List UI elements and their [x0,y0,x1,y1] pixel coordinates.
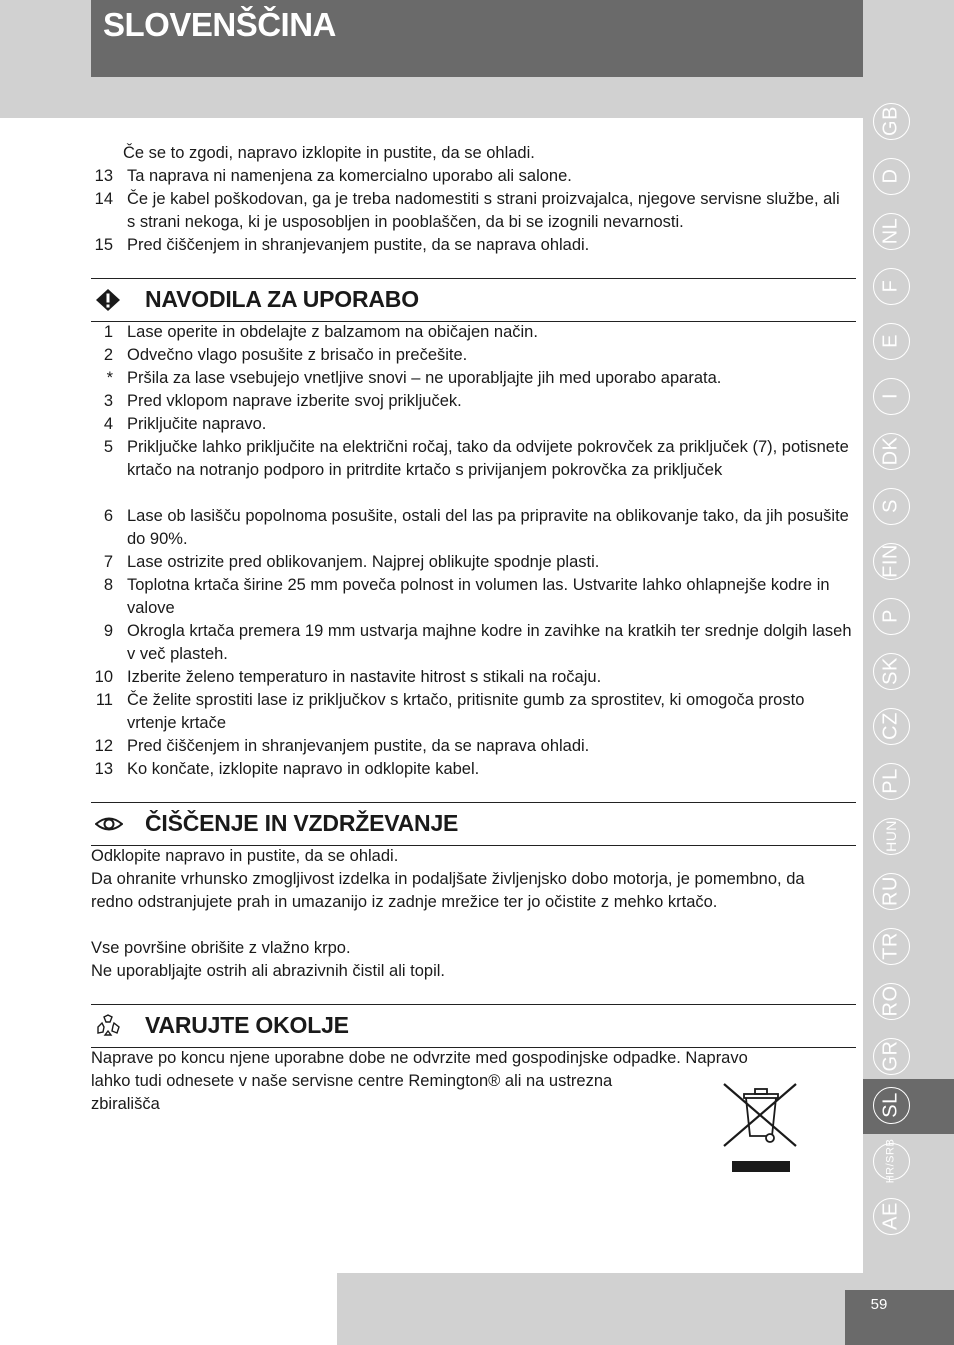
tab-lang-fin[interactable]: FIN [863,536,954,591]
page-number-box [845,1290,954,1345]
paragraph: Da ohranite vrhunsko zmogljivost izdelka in podaljšate življenjsko dobo motorja, je pomembno, da redno odstranjujete prah in umazanijo iz zadnje mrežice ter jo očistite z mehko krtačo. [91,870,805,911]
tab-lang-i[interactable]: I [863,371,954,426]
section-title: ČIŠČENJE IN VZDRŽEVANJE [145,810,459,836]
paragraph: Ne uporabljajte ostrih ali abrazivnih čistil ali topil. [91,962,446,980]
warning-icon [95,288,121,312]
paragraph: Odklopite napravo in pustite, da se ohladi. [91,847,399,865]
footer-strip [0,1273,337,1345]
tab-lang-p[interactable]: P [863,591,954,646]
tab-lang-hr-srb[interactable]: HR/SRB [863,1136,954,1191]
tab-lang-tr[interactable]: TR [863,921,954,976]
tab-lang-cz[interactable]: CZ [863,701,954,756]
tab-lang-gb[interactable]: GB [863,96,954,151]
page-title: SLOVENŠČINA [103,6,336,43]
section-header-environment [91,1004,856,1048]
tab-lang-sl[interactable]: SL [863,1079,954,1134]
paragraph-line: zbirališča [91,1095,160,1113]
eye-icon [95,812,123,836]
tab-lang-s[interactable]: S [863,481,954,536]
tab-lang-ro[interactable]: RO [863,976,954,1031]
recycle-icon [95,1014,121,1038]
paragraph-line: Naprave po koncu njene uporabne dobe ne odvrzite med gospodinjske odpadke. Napravo [91,1049,748,1067]
tab-lang-hun[interactable]: HUN [863,811,954,866]
tab-lang-gr[interactable]: GR [863,1031,954,1086]
tab-lang-ae[interactable]: AE [863,1191,954,1246]
page-number: 59 [870,1296,888,1313]
tab-lang-sk[interactable]: SK [863,646,954,701]
section-header-cleaning [91,802,856,846]
section-title: NAVODILA ZA UPORABO [145,286,419,312]
section-header-usage [91,278,856,322]
paragraph: Vse površine obrišite z vlažno krpo. [91,939,351,957]
paragraph-line: lahko tudi odnesete v naše servisne centre Remington® ali na ustrezna [91,1072,613,1090]
section-title: VARUJTE OKOLJE [145,1012,349,1038]
crossed-bin-icon [722,1080,800,1175]
tab-lang-ru[interactable]: RU [863,866,954,921]
tab-lang-nl[interactable]: NL [863,206,954,261]
tab-lang-dk[interactable]: DK [863,426,954,481]
tab-lang-pl[interactable]: PL [863,756,954,811]
tab-lang-f[interactable]: F [863,261,954,316]
tab-lang-e[interactable]: E [863,316,954,371]
tab-lang-d[interactable]: D [863,151,954,206]
